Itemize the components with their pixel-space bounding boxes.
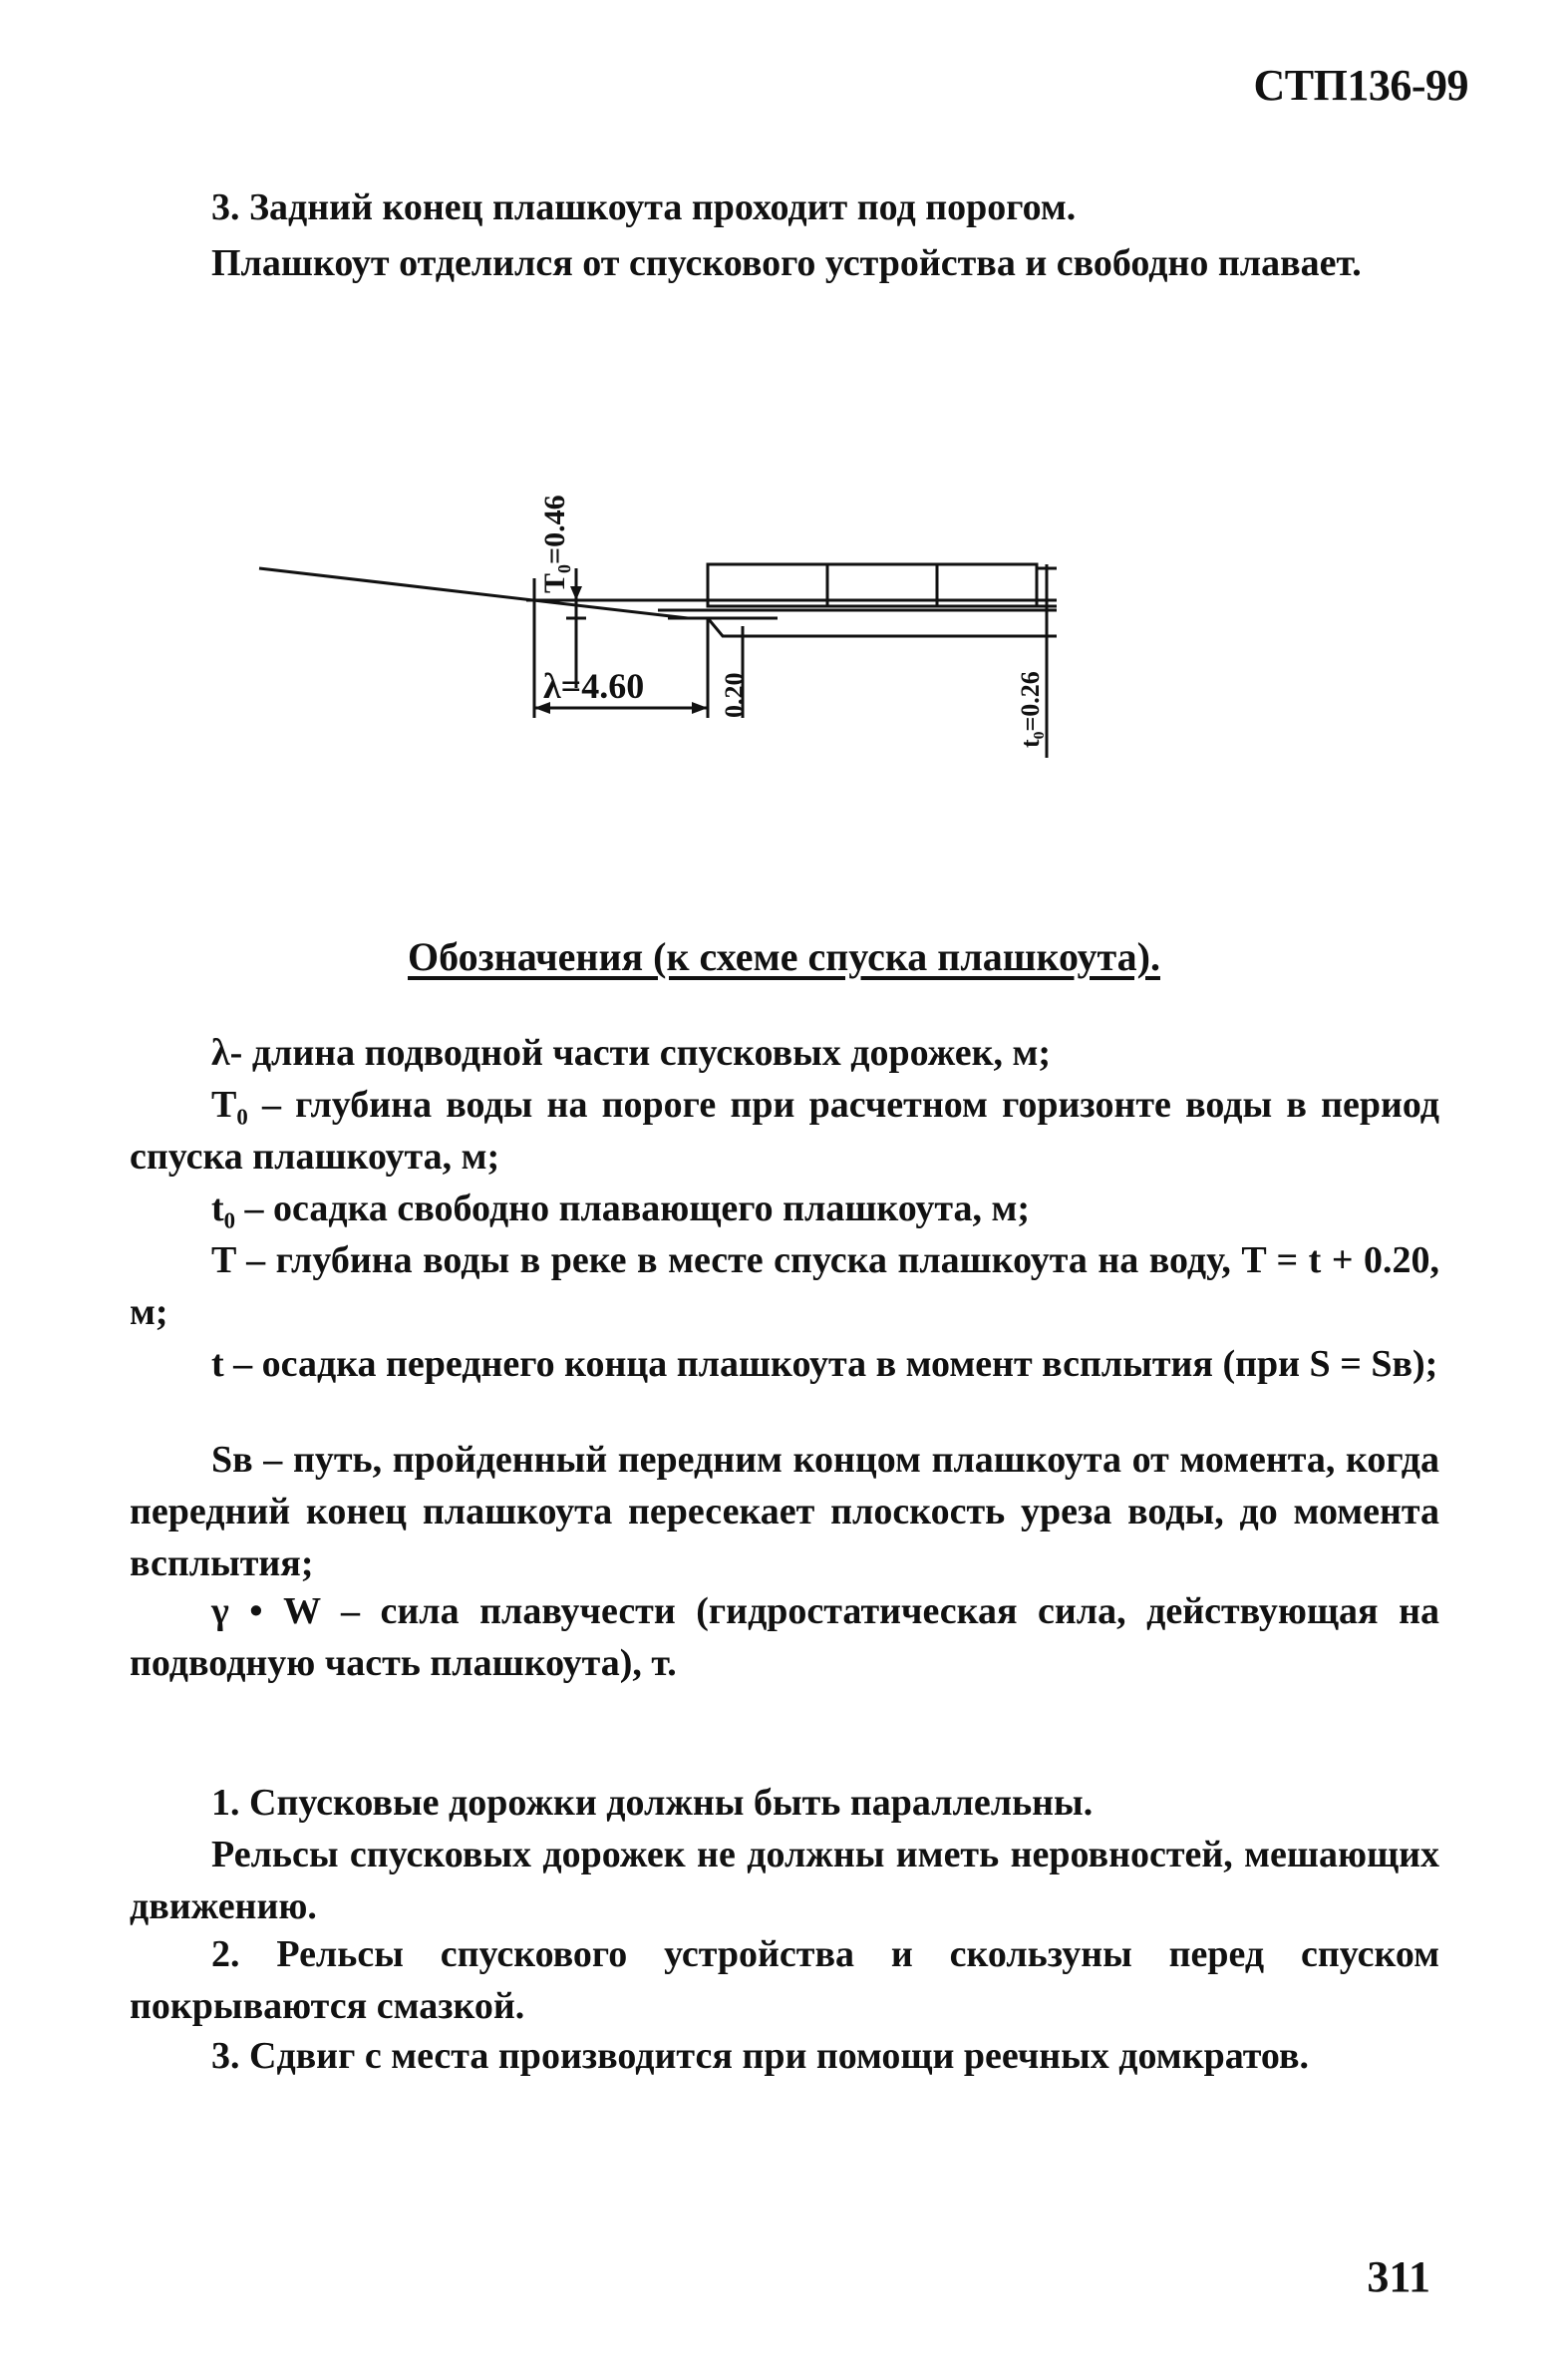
legend-item-lambda: λ- длина подводной части спусковых дорожек, м; bbox=[211, 1032, 1052, 1074]
note-2: 2. Рельсы спускового устройства и скользуны перед спуском покрываются смазкой. bbox=[130, 1933, 1439, 2027]
label-T0: T₀=0.46 bbox=[538, 495, 571, 593]
legend-item-t: t – осадка переднего конца плашкоута в момент всплытия (при S = Sв); bbox=[211, 1343, 1438, 1385]
legend-item-T0: T₀ – глубина воды на пороге при расчетном горизонте воды в период спуска плашкоута, м; bbox=[130, 1084, 1439, 1178]
lambda-arrow-right bbox=[692, 702, 708, 714]
document-code: СТП136-99 bbox=[1253, 61, 1468, 110]
t0-arrow bbox=[570, 586, 582, 600]
launch-scheme-diagram bbox=[239, 469, 1097, 788]
note-3: 3. Сдвиг с места производится при помощи реечных домкратов. bbox=[211, 2035, 1309, 2077]
page-number: 311 bbox=[1367, 2252, 1430, 2301]
label-lambda: λ=4.60 bbox=[543, 666, 645, 706]
label-t0: t₀=0.26 bbox=[1016, 671, 1045, 748]
riverbed-step bbox=[708, 618, 1057, 636]
legend-item-T: T – глубина воды в реке в месте спуска плашкоута на воду, T = t + 0.20, м; bbox=[130, 1239, 1439, 1333]
legend-title: Обозначения (к схеме спуска плашкоута). bbox=[408, 934, 1160, 979]
legend-item-Sv: Sв – путь, пройденный передним концом плашкоута от момента, когда передний конец плашкоута пересекает плоскость уреза воды, до момента всплытия; bbox=[130, 1439, 1439, 1584]
slipway-line bbox=[259, 568, 688, 618]
legend-item-gammaW: γ • W – сила плавучести (гидростатическая сила, действующая на подводную часть плашкоута), т. bbox=[130, 1590, 1439, 1684]
intro-line-1: 3. Задний конец плашкоута проходит под порогом. bbox=[211, 186, 1077, 228]
intro-line-2: Плашкоут отделился от спускового устройства и свободно плавает. bbox=[211, 242, 1362, 284]
note-1b: Рельсы спусковых дорожек не должны иметь неровностей, мешающих движению. bbox=[130, 1834, 1439, 1927]
label-020: 0.20 bbox=[720, 672, 749, 718]
legend-item-t0: t₀ – осадка свободно плавающего плашкоута, м; bbox=[211, 1188, 1031, 1229]
note-1: 1. Спусковые дорожки должны быть параллельны. bbox=[211, 1782, 1094, 1824]
